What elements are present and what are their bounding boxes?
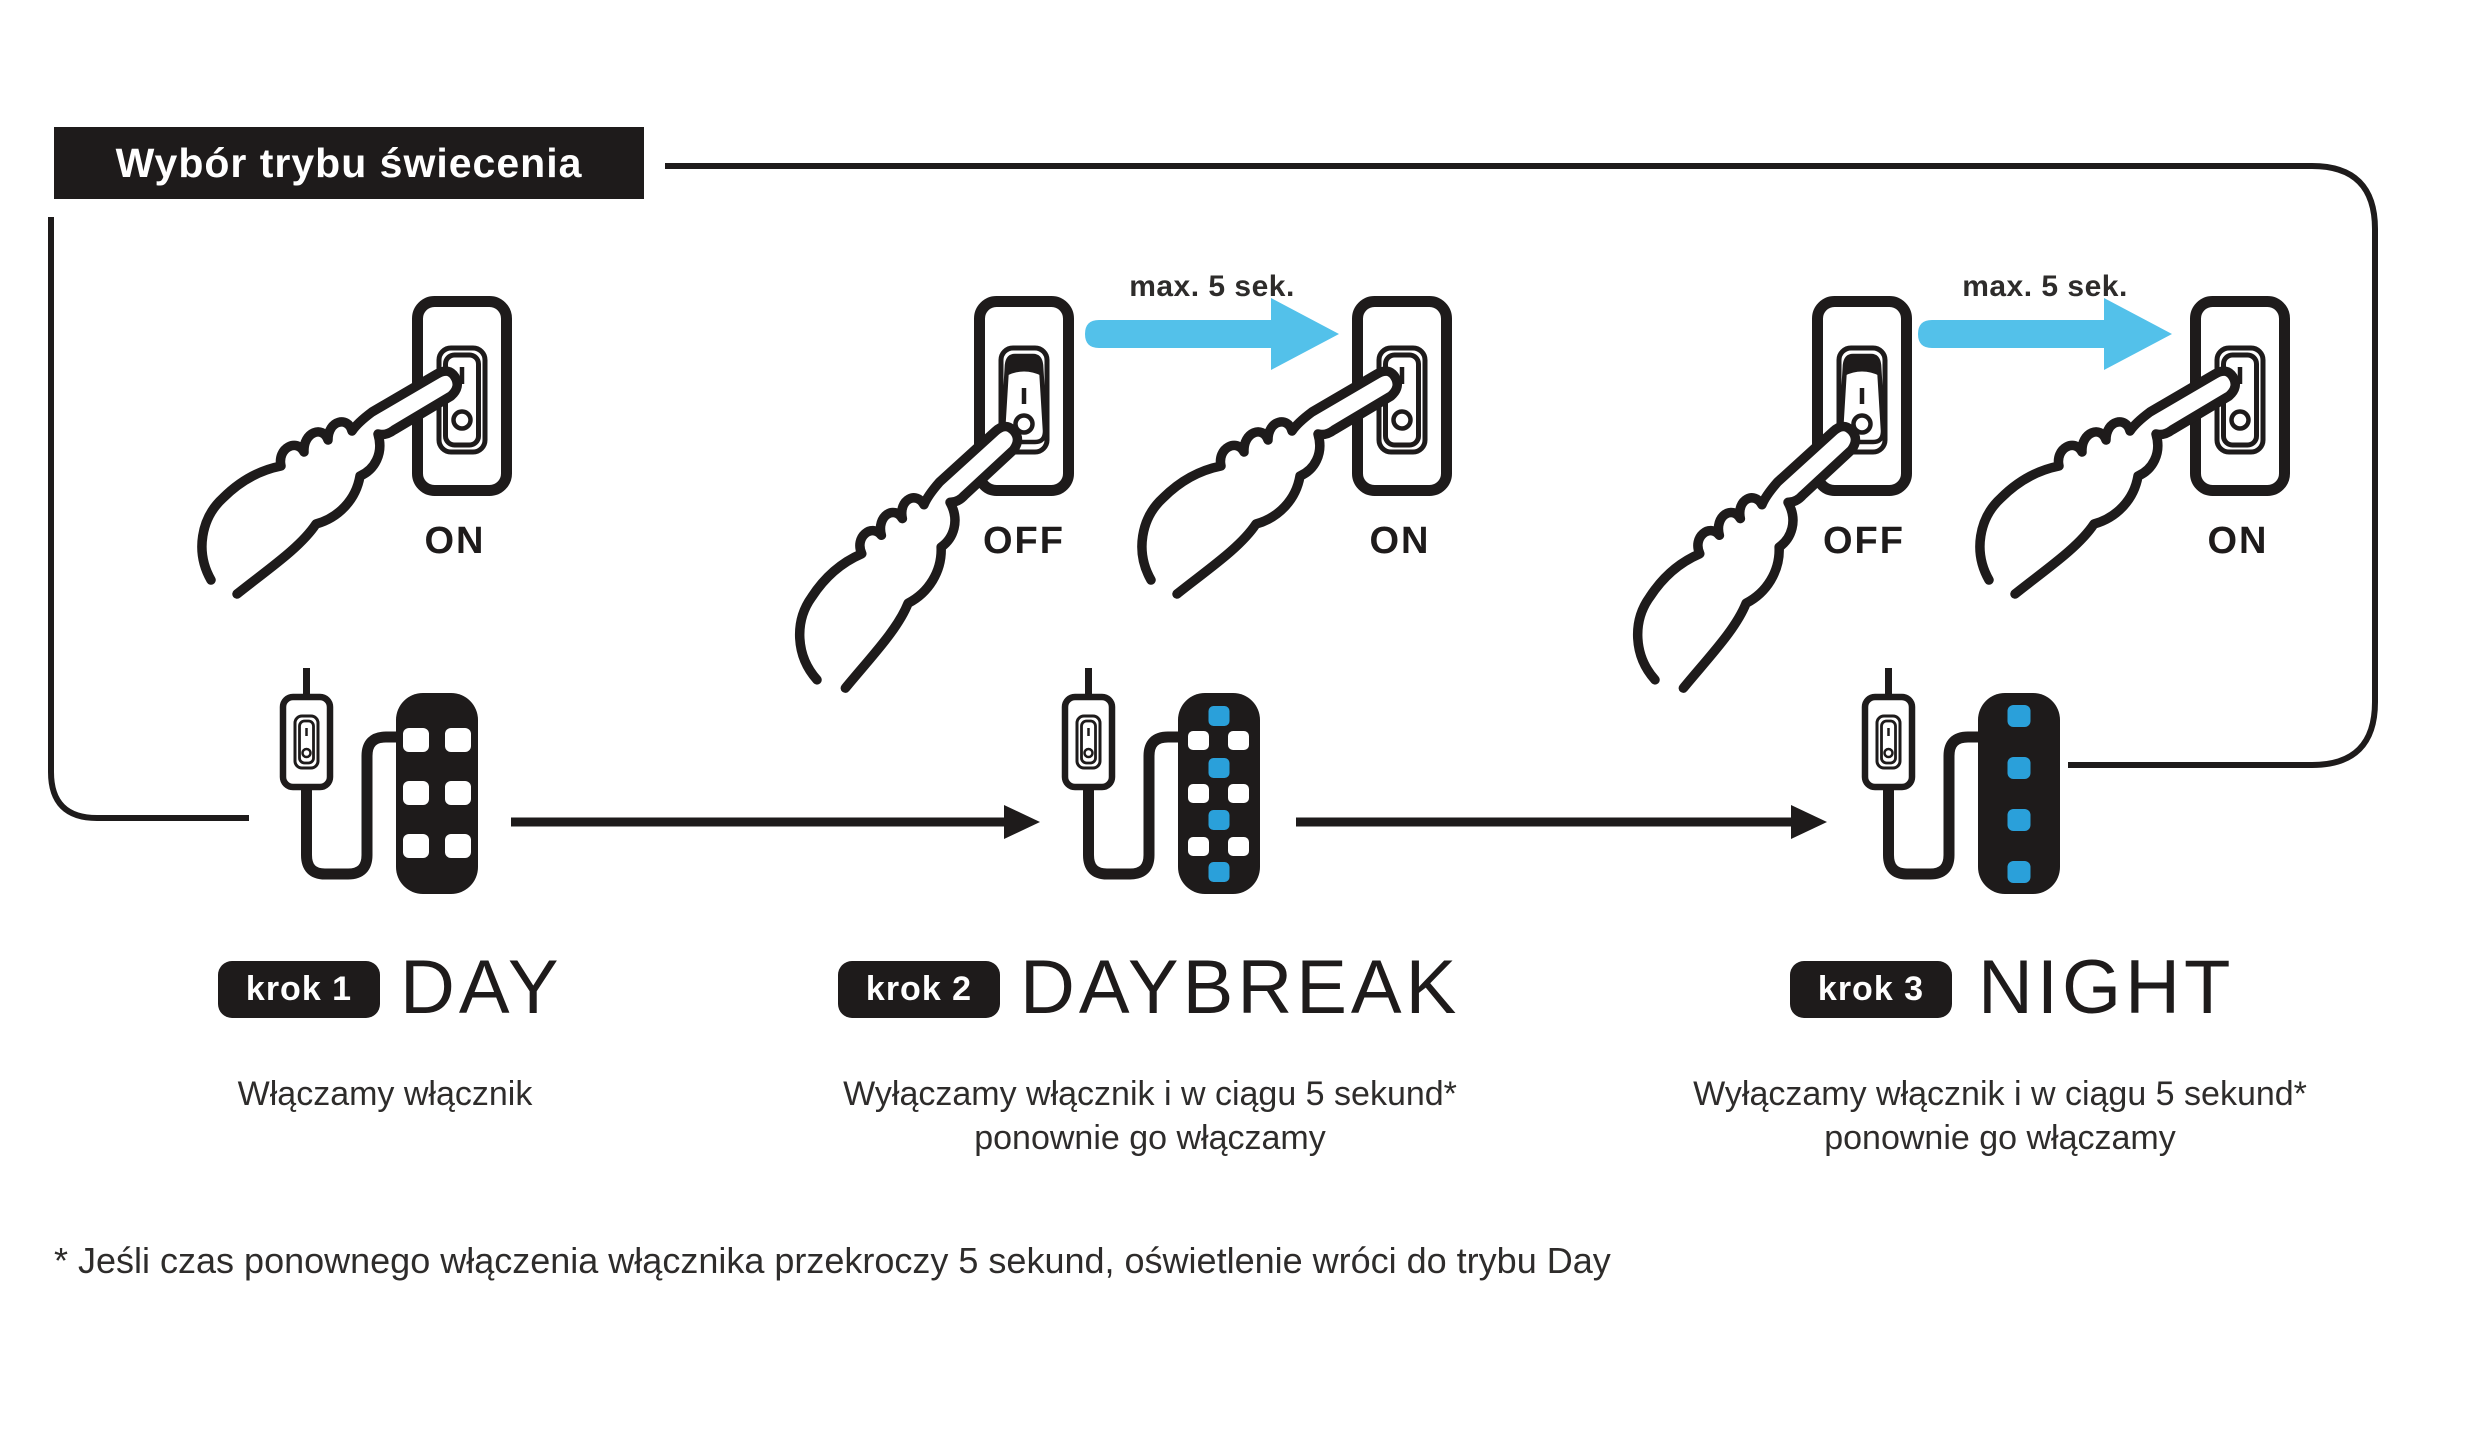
step-description-2 (828, 1072, 1472, 1160)
step-description-line: Włączamy włącznik (237, 1075, 533, 1113)
step-description-line: Wyłączamy włącznik i w ciągu 5 sekund* (843, 1075, 1457, 1113)
lamp-day (283, 668, 478, 894)
flow-arrow-daybreak-to-night (1296, 805, 1827, 839)
switch-state-label-step3-off: OFF (1823, 520, 1905, 562)
switch-state-label-step2-off: OFF (983, 520, 1065, 562)
timing-arrow-step3 (1918, 298, 2172, 370)
switch-off-step2 (765, 302, 1069, 696)
mode-name-daybreak: DAYBREAK (1020, 945, 1461, 1030)
step-badge-2: krok 2 (838, 961, 1000, 1018)
step-description-line: Wyłączamy włącznik i w ciągu 5 sekund* (1693, 1075, 2307, 1113)
step-description-line: ponownie go włączamy (974, 1119, 1326, 1157)
lamp-daybreak (1065, 668, 1260, 894)
step-badge-3: krok 3 (1790, 961, 1952, 1018)
timing-arrow-step2 (1085, 298, 1339, 370)
mode-name-day: DAY (400, 945, 563, 1030)
timing-label-step2: max. 5 sek. (1129, 270, 1295, 303)
switch-state-label-step1-on: ON (424, 520, 486, 562)
switch-state-label-step2-on: ON (1369, 520, 1431, 562)
footnote: * Jeśli czas ponownego włączenia włącznika przekroczy 5 sekund, oświetlenie wróci do trybu Day (54, 1240, 1611, 1281)
step-description-3 (1678, 1072, 2322, 1160)
mode-name-night: NIGHT (1978, 945, 2235, 1030)
step-description-line: ponownie go włączamy (1824, 1119, 2176, 1157)
step-description-1 (80, 1072, 690, 1116)
switch-state-label-step3-on: ON (2207, 520, 2269, 562)
switch-off-step3 (1603, 302, 1907, 696)
timing-label-step3: max. 5 sek. (1962, 270, 2128, 303)
page-title: Wybór trybu świecenia (54, 127, 644, 199)
lamp-night (1865, 668, 2060, 894)
step-badge-1: krok 1 (218, 961, 380, 1018)
flow-arrow-day-to-daybreak (511, 805, 1040, 839)
